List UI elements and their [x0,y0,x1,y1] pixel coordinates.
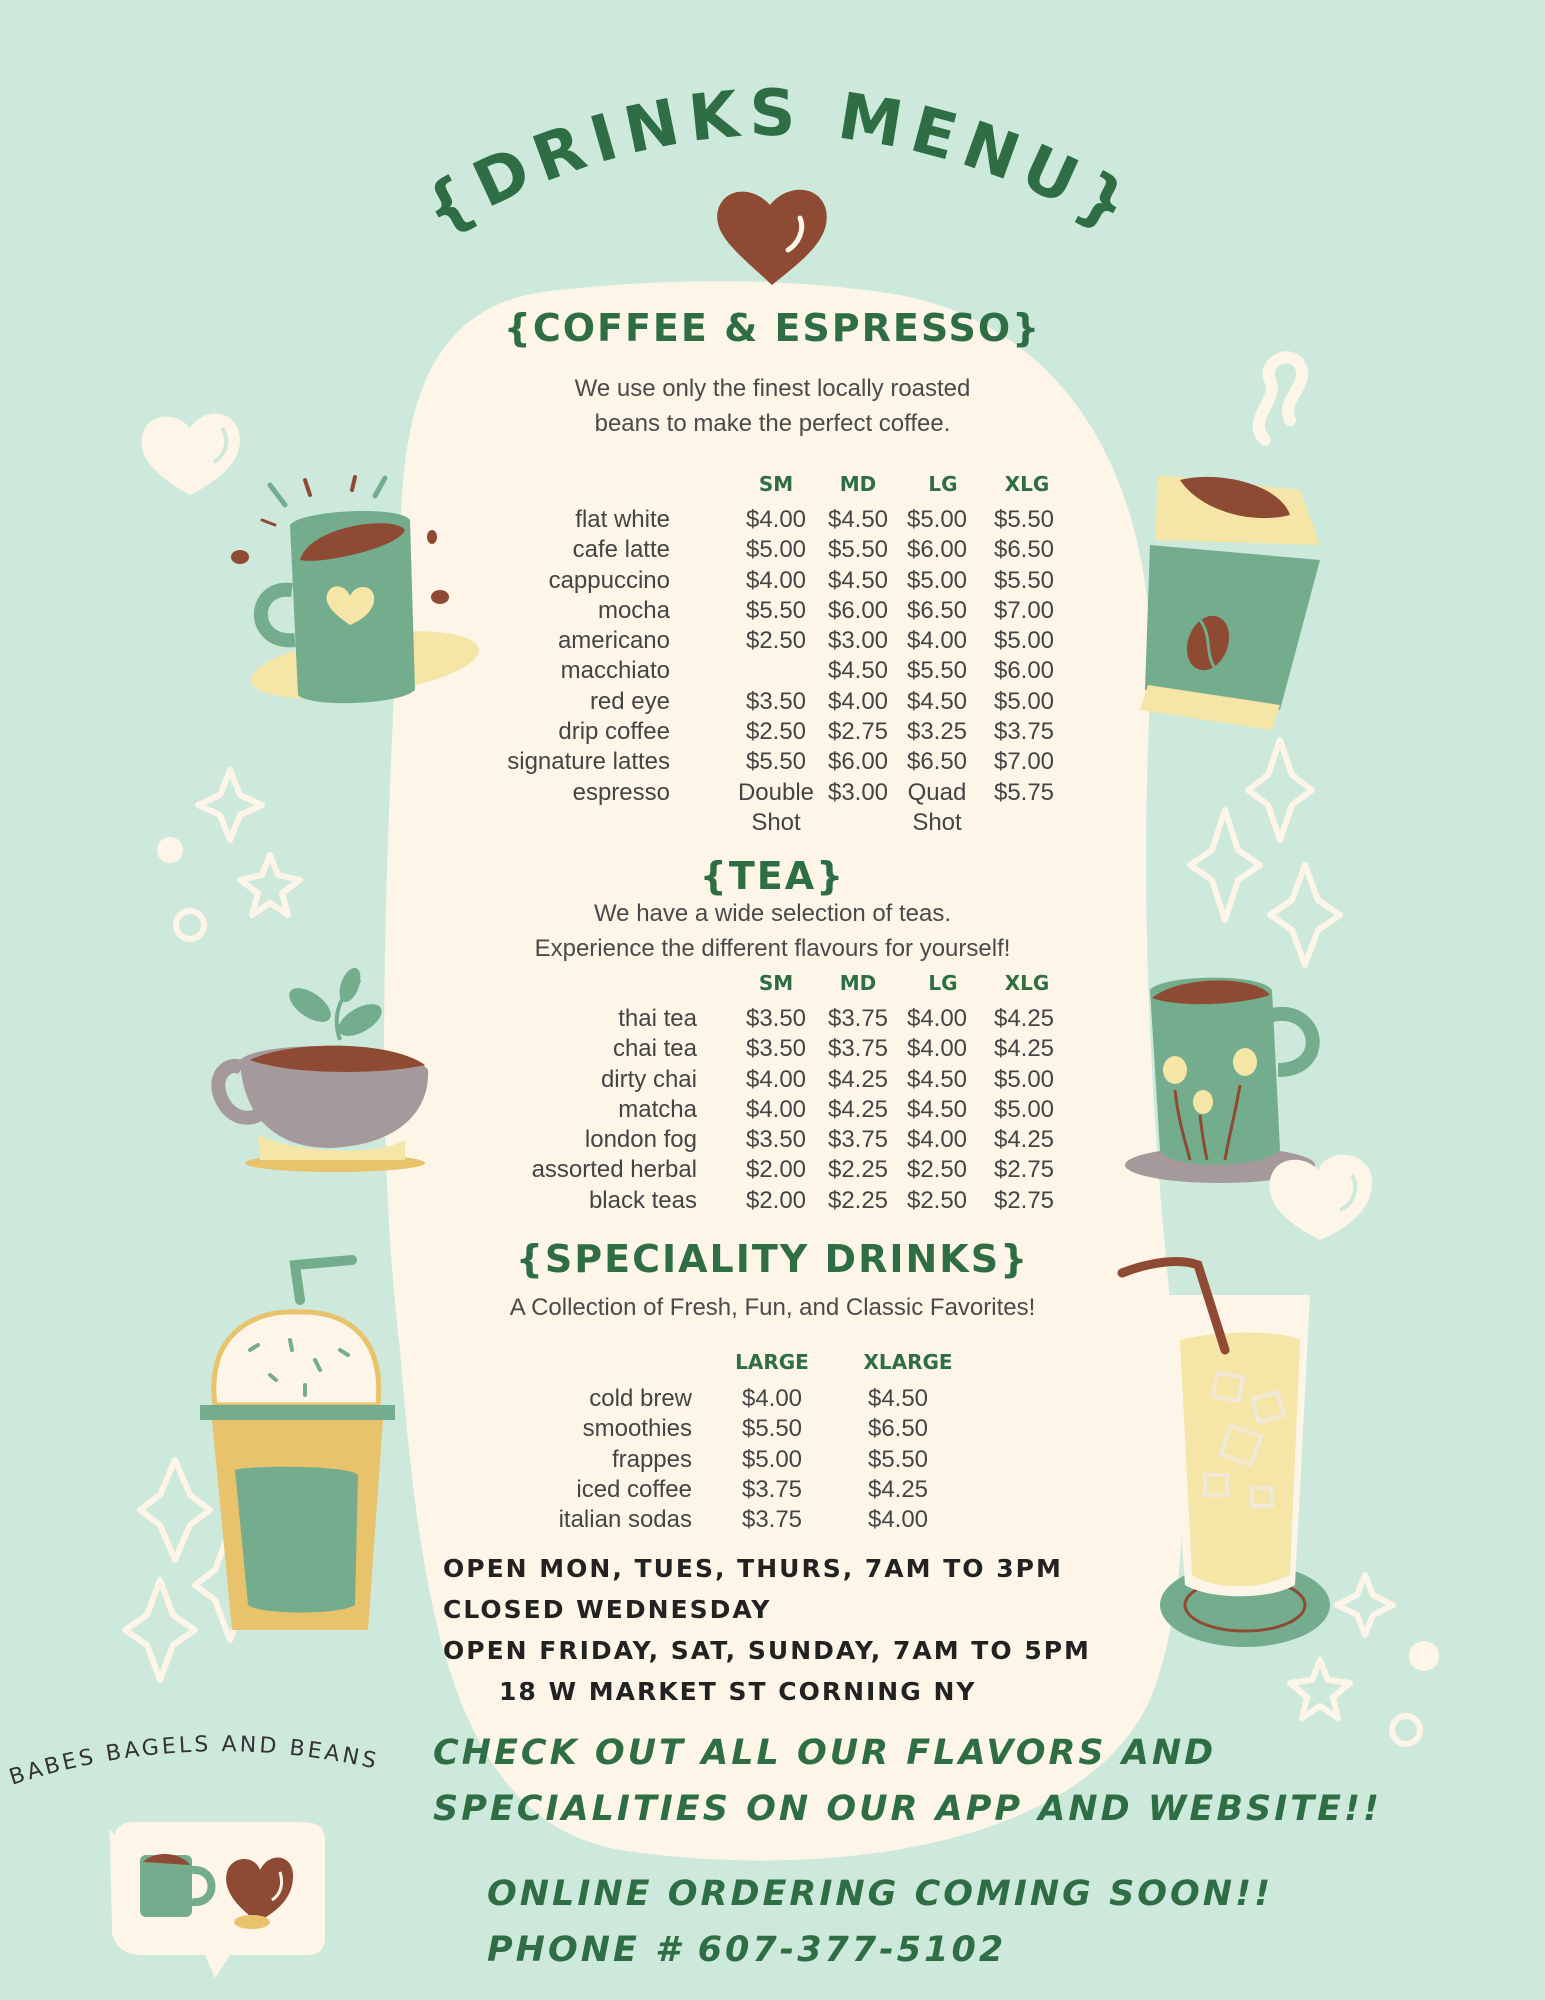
item-name: italian sodas [558,1506,692,1534]
item-price: Shot [912,808,962,836]
item-price: $5.50 [741,1415,803,1443]
item-price: $2.50 [906,1156,968,1184]
item-price: $6.50 [906,596,968,624]
item-price: $2.75 [827,718,889,746]
size-large: LARGE [735,1350,809,1374]
item-price: $5.00 [993,1095,1055,1123]
menu-title-text: {DRINKS MENU} [411,76,1149,249]
hours-line2: CLOSED WEDNESDAY [443,1595,772,1624]
item-price: $3.50 [745,1126,807,1154]
item-price: $4.50 [827,506,889,533]
item-price: $5.50 [867,1445,929,1473]
menu-item-row [0,809,1545,839]
item-name: flat white [575,506,670,533]
menu-item-row [0,1156,1545,1186]
hours-line1: OPEN MON, TUES, THURS, 7AM TO 3PM [443,1554,1063,1583]
item-name: frappes [611,1445,692,1473]
item-price: $6.50 [906,748,968,776]
item-price: $5.00 [906,506,968,533]
item-price: $5.50 [745,596,807,624]
menu-item-row [0,657,1545,687]
coffee-desc-line1: We use only the finest locally roasted [574,375,971,402]
item-price: $2.50 [745,718,807,746]
brand-name [0,1700,440,1810]
svg-text:BABES BAGELS AND BEANS [6,1732,381,1791]
opening-hours [443,1548,1091,1712]
menu-item-row [0,1126,1545,1156]
menu-item-row [0,1476,1545,1506]
item-price: $5.00 [993,687,1055,715]
item-price: Quad [907,778,967,806]
promo-line1: CHECK OUT ALL OUR FLAVORS AND [433,1733,1217,1773]
item-price: $6.50 [993,536,1055,564]
item-name: iced coffee [576,1475,692,1503]
item-price: $3.25 [906,718,968,746]
item-name: americano [557,627,670,655]
item-price: $5.00 [993,627,1055,655]
menu-item-row [0,779,1545,809]
item-price: $4.25 [993,1126,1055,1154]
menu-item-row [0,1005,1545,1035]
menu-item-row [0,627,1545,657]
size-sm: SM [758,472,794,496]
tea-desc-line2: Experience the different flavours for yourself! [534,935,1011,962]
logo-bubble-illustration [109,1822,325,1978]
item-price: $5.00 [993,1065,1055,1093]
hours-line3: OPEN FRIDAY, SAT, SUNDAY, 7AM TO 5PM [443,1636,1091,1665]
tea-heading: {TEA} [699,854,846,898]
item-name: thai tea [618,1005,697,1032]
item-price: $5.75 [993,778,1055,806]
item-price: $6.00 [906,536,968,564]
item-price: $3.75 [827,1005,889,1032]
item-price: $4.50 [906,687,968,715]
item-price: $5.00 [906,566,968,594]
phone-number: PHONE # 607-377-5102 [487,1930,1007,1970]
item-price: $2.75 [993,1186,1055,1214]
size-sm: SM [758,971,794,995]
tea-description [0,896,1545,966]
item-name: dirty chai [600,1065,697,1093]
item-name: signature lattes [507,748,670,776]
coffee-desc-line2: beans to make the perfect coffee. [594,410,951,437]
item-price: $2.25 [827,1156,889,1184]
item-price: $4.00 [745,566,807,594]
item-price: $4.50 [827,566,889,594]
size-md: MD [839,971,877,995]
item-price: $2.25 [827,1186,889,1214]
item-price: $4.25 [867,1475,929,1503]
item-price: $4.00 [745,1065,807,1093]
menu-item-row [0,748,1545,778]
item-name: black teas [588,1186,697,1214]
menu-item-row [0,688,1545,718]
online-ordering-note: ONLINE ORDERING COMING SOON!! [487,1874,1274,1914]
coffee-price-list [0,506,1545,839]
brand-text: BABES BAGELS AND BEANS [6,1732,382,1791]
item-price: $5.00 [741,1445,803,1473]
item-price: $5.50 [993,566,1055,594]
size-xlg: XLG [1004,472,1050,496]
speciality-description: A Collection of Fresh, Fun, and Classic Favorites! [509,1294,1036,1321]
item-price: $4.50 [867,1385,929,1412]
item-name: smoothies [582,1415,692,1443]
item-price: $2.75 [993,1156,1055,1184]
item-price: $6.00 [827,596,889,624]
size-xlarge: XLARGE [863,1350,953,1374]
item-name: mocha [597,596,670,624]
item-price: $4.00 [906,1035,968,1063]
item-price: $3.75 [993,718,1055,746]
item-price: $3.75 [741,1475,803,1503]
item-name: matcha [618,1095,697,1123]
item-price: $5.50 [993,506,1055,533]
item-name: cold brew [589,1385,692,1412]
menu-item-row [0,1035,1545,1065]
size-md: MD [839,472,877,496]
item-price: $4.00 [745,1095,807,1123]
promo-message [433,1725,1382,1837]
item-name: cappuccino [548,566,670,594]
item-price: $3.75 [827,1126,889,1154]
item-name: macchiato [560,657,670,685]
size-lg: LG [928,971,958,995]
item-price: $3.50 [745,1005,807,1032]
item-price: $4.25 [827,1095,889,1123]
item-price: $6.50 [867,1415,929,1443]
item-price: $4.50 [906,1065,968,1093]
tea-price-list [0,1005,1545,1217]
item-price: $4.00 [827,687,889,715]
menu-item-row [0,1385,1545,1415]
item-price: $4.00 [906,1005,968,1032]
item-price: $7.00 [993,596,1055,624]
item-price: $5.50 [906,657,968,685]
tea-desc-line1: We have a wide selection of teas. [593,900,952,927]
item-name: red eye [589,687,670,715]
coffee-heading: {COFFEE & ESPRESSO} [503,306,1042,350]
svg-text:{DRINKS MENU} [411,77,1148,249]
item-price: $4.50 [827,657,889,685]
item-price: $3.75 [741,1506,803,1534]
menu-item-row [0,567,1545,597]
item-price: $2.00 [745,1186,807,1214]
item-price: $3.50 [745,687,807,715]
speciality-heading: {SPECIALITY DRINKS} [515,1237,1030,1281]
item-name: chai tea [612,1035,697,1063]
item-price: $4.25 [827,1065,889,1093]
menu-item-row [0,536,1545,566]
item-price: $3.75 [827,1035,889,1063]
item-price: $4.00 [906,627,968,655]
item-price: Double [737,778,815,806]
menu-item-row [0,597,1545,627]
size-xlg: XLG [1004,971,1050,995]
menu-item-row [0,1096,1545,1126]
item-price: $2.50 [906,1186,968,1214]
item-price: $2.00 [745,1156,807,1184]
item-name: assorted herbal [531,1156,697,1184]
item-name: cafe latte [572,536,670,564]
item-name: london fog [584,1126,697,1154]
item-price: $4.25 [993,1035,1055,1063]
address: 18 W MARKET ST CORNING NY [499,1677,977,1706]
item-price: $4.00 [745,506,807,533]
item-name: espresso [572,778,670,806]
menu-item-row [0,506,1545,536]
item-price: $4.50 [906,1095,968,1123]
promo-line2: SPECIALITIES ON OUR APP AND WEBSITE!! [433,1789,1382,1829]
menu-item-row [0,1446,1545,1476]
item-price: $3.00 [827,627,889,655]
item-price: $5.00 [745,536,807,564]
item-price: $2.50 [745,627,807,655]
menu-item-row [0,1415,1545,1445]
item-price: $3.00 [827,778,889,806]
menu-item-row [0,1187,1545,1217]
coffee-description [0,371,1545,441]
item-price: $3.50 [745,1035,807,1063]
item-price: $6.00 [993,657,1055,685]
item-price: $5.50 [745,748,807,776]
size-lg: LG [928,472,958,496]
item-price: $4.00 [867,1506,929,1534]
item-price: Shot [751,808,801,836]
item-price: $4.25 [993,1005,1055,1032]
speciality-price-list [0,1385,1545,1536]
menu-item-row [0,1506,1545,1536]
item-price: $5.50 [827,536,889,564]
item-price: $7.00 [993,748,1055,776]
menu-item-row [0,718,1545,748]
menu-title [0,0,1545,300]
item-price: $6.00 [827,748,889,776]
item-price: $4.00 [741,1385,803,1412]
item-price: $4.00 [906,1126,968,1154]
menu-item-row [0,1066,1545,1096]
item-name: drip coffee [558,718,670,746]
contact-info [487,1866,1273,1978]
